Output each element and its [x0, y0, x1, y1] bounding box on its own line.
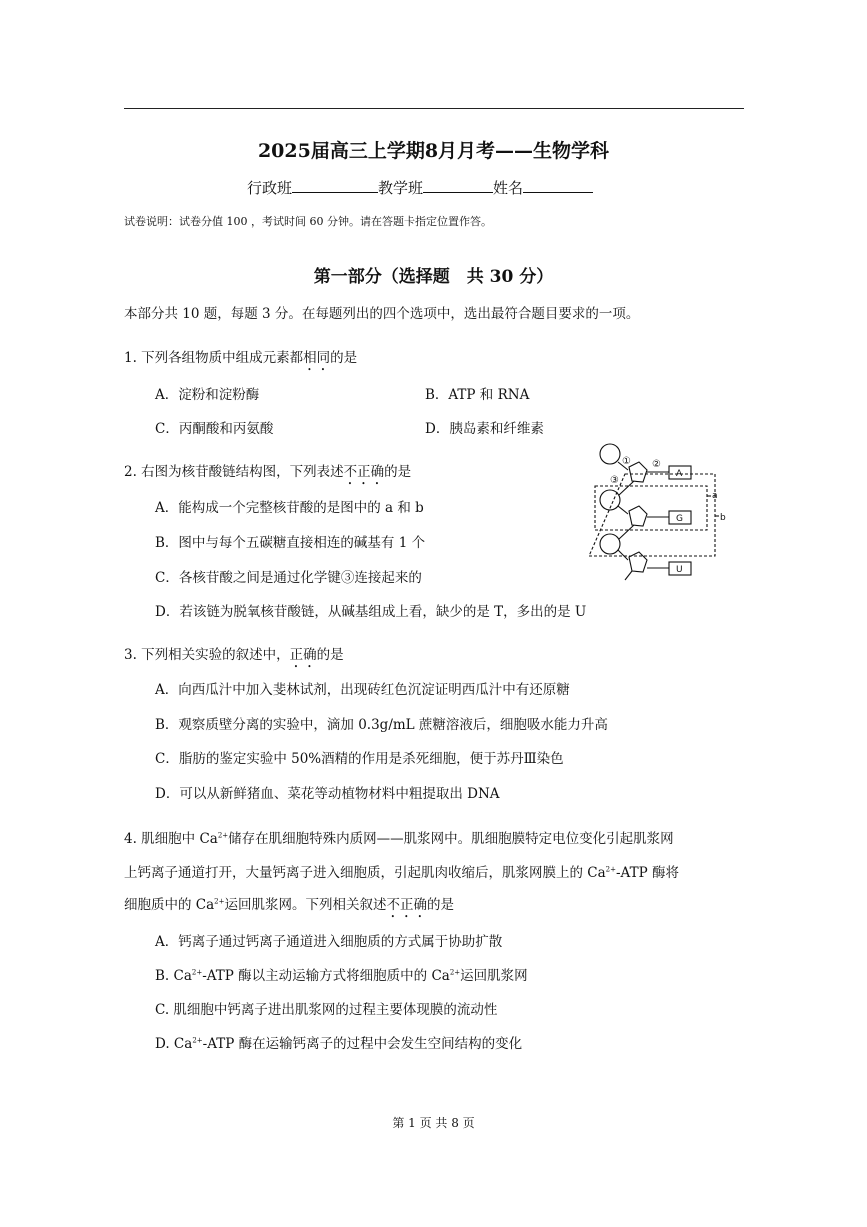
page-footer: 第 1 页 共 8 页 — [392, 1116, 475, 1130]
dashed-box-a — [595, 486, 707, 530]
nucleotide-chain-figure — [585, 440, 735, 590]
q4-l2-b: -ATP 酶将 — [616, 865, 679, 881]
q3-stem-a: 3. 下列相关实验的叙述中， — [124, 647, 290, 663]
q2-option-c: C．各核苷酸之间是通过化学键③连接起来的 — [155, 570, 422, 586]
q1-option-b: B．ATP 和 RNA — [425, 387, 530, 403]
q4-b-sup2: 2+ — [449, 968, 461, 977]
q4-d-a: D. Ca — [155, 1036, 193, 1052]
q4-stem-line2 — [124, 861, 679, 881]
q1-option-d: D．胰岛素和纤维素 — [425, 421, 544, 437]
q3-stem-emph: 正确 — [289, 647, 317, 663]
phosphate-3 — [600, 534, 620, 554]
q2-stem-a: 2. 右图为核苷酸链结构图，下列表述 — [124, 464, 344, 480]
q4-d-b: -ATP 酶在运输钙离子的过程中会发生空间结构的变化 — [202, 1036, 523, 1052]
q4-b-sup1: 2+ — [191, 968, 203, 977]
q4-l3-b: 运回肌浆网。下列相关叙述 — [224, 897, 387, 913]
q3-option-c: C．脂肪的鉴定实验中 50%酒精的作用是杀死细胞，便于苏丹Ⅲ染色 — [155, 751, 564, 767]
q4-l1-b: 储存在肌细胞特殊内质网——肌浆网中。肌细胞膜特定电位变化引起肌浆网 — [228, 831, 674, 847]
pentose-2 — [629, 506, 647, 526]
q2-option-b: B．图中与每个五碳糖直接相连的碱基有 1 个 — [155, 535, 426, 551]
q4-l3-c: 的是 — [427, 897, 454, 913]
q3-stem-b: 的是 — [316, 647, 344, 663]
q4-l1-sup: 2+ — [217, 831, 229, 840]
teaching-class-label: 教学班 — [378, 179, 424, 197]
q4-option-d — [155, 1032, 522, 1052]
q2-stem-emph: 不正确 — [343, 464, 385, 480]
q2-stem — [124, 460, 411, 488]
fig-base-1: A — [676, 469, 683, 479]
q1-stem — [124, 346, 357, 374]
q4-b-c: 运回肌浆网 — [460, 968, 528, 984]
q2-stem-b: 的是 — [384, 464, 412, 480]
q4-l2-sup: 2+ — [605, 865, 616, 874]
q4-l2-a: 上钙离子通道打开，大量钙离子进入细胞质，引起肌肉收缩后，肌浆网膜上的 Ca — [124, 865, 606, 881]
exam-title: 2025届高三上学期8月月考——生物学科 — [257, 140, 610, 162]
fig-base-2: G — [676, 514, 683, 524]
fig-label-a: a — [712, 491, 718, 501]
q3-option-a: A．向西瓜汁中加入斐林试剂，出现砖红色沉淀证明西瓜汁中有还原糖 — [155, 682, 570, 698]
q1-stem-emph: 相同 — [303, 350, 331, 366]
name-label: 姓名 — [493, 179, 524, 197]
q1-option-a: A．淀粉和淀粉酶 — [155, 387, 260, 403]
q4-d-sup: 2+ — [192, 1036, 203, 1045]
name-blank — [523, 178, 593, 193]
q4-l3-sup: 2+ — [214, 897, 225, 906]
q1-option-c: C．丙酮酸和丙氨酸 — [155, 421, 274, 437]
q4-b-a: B. Ca — [155, 968, 192, 984]
admin-class-blank — [292, 178, 378, 193]
top-rule — [124, 108, 744, 109]
q3-option-b: B．观察质壁分离的实验中，滴加 0.3g/mL 蔗糖溶液后，细胞吸水能力升高 — [155, 717, 608, 733]
q4-l1-a: 4. 肌细胞中 Ca — [124, 831, 218, 847]
part1-title: 第一部分（选择题 共 30 分） — [313, 267, 554, 287]
q4-l3-emph: 不正确 — [386, 897, 427, 913]
pentose-1 — [629, 462, 647, 482]
q4-option-c: C. 肌细胞中钙离子进出肌浆网的过程主要体现膜的流动性 — [155, 1002, 498, 1018]
q2-option-a: A．能构成一个完整核苷酸的是图中的 a 和 b — [155, 500, 424, 516]
pentose-3 — [629, 552, 647, 572]
fig-mark-3: ③ — [610, 475, 619, 486]
fig-label-b: b — [720, 513, 726, 523]
exam-note: 试卷说明：试卷分值 100 ，考试时间 60 分钟。请在答题卡指定位置作答。 — [124, 215, 492, 228]
fig-base-3: U — [676, 565, 683, 575]
fig-mark-2: ② — [652, 459, 661, 470]
q4-option-b — [155, 964, 528, 984]
phosphate-1 — [600, 444, 620, 464]
q3-option-d: D．可以从新鲜猪血、菜花等动植物材料中粗提取出 DNA — [155, 786, 500, 802]
teaching-class-blank — [423, 178, 493, 193]
q4-stem-line3 — [124, 893, 454, 921]
q4-option-a: A．钙离子通过钙离子通道进入细胞质的方式属于协助扩散 — [155, 934, 503, 950]
admin-class-label: 行政班 — [247, 179, 293, 197]
q4-b-b: -ATP 酶以主动运输方式将细胞质中的 Ca — [202, 968, 450, 984]
q4-l3-a: 细胞质中的 Ca — [124, 897, 215, 913]
q1-stem-a: 1. 下列各组物质中组成元素都 — [124, 350, 304, 366]
q1-stem-b: 的是 — [330, 350, 358, 366]
part1-intro: 本部分共 10 题，每题 3 分。在每题列出的四个选项中，选出最符合题目要求的一项。 — [124, 306, 640, 322]
q2-option-d: D．若该链为脱氧核苷酸链，从碱基组成上看，缺少的是 T，多出的是 U — [155, 604, 587, 620]
fig-mark-1: ① — [622, 456, 631, 467]
student-info-line — [247, 177, 593, 198]
q3-stem — [124, 643, 344, 671]
q4-stem-line1 — [124, 827, 674, 847]
